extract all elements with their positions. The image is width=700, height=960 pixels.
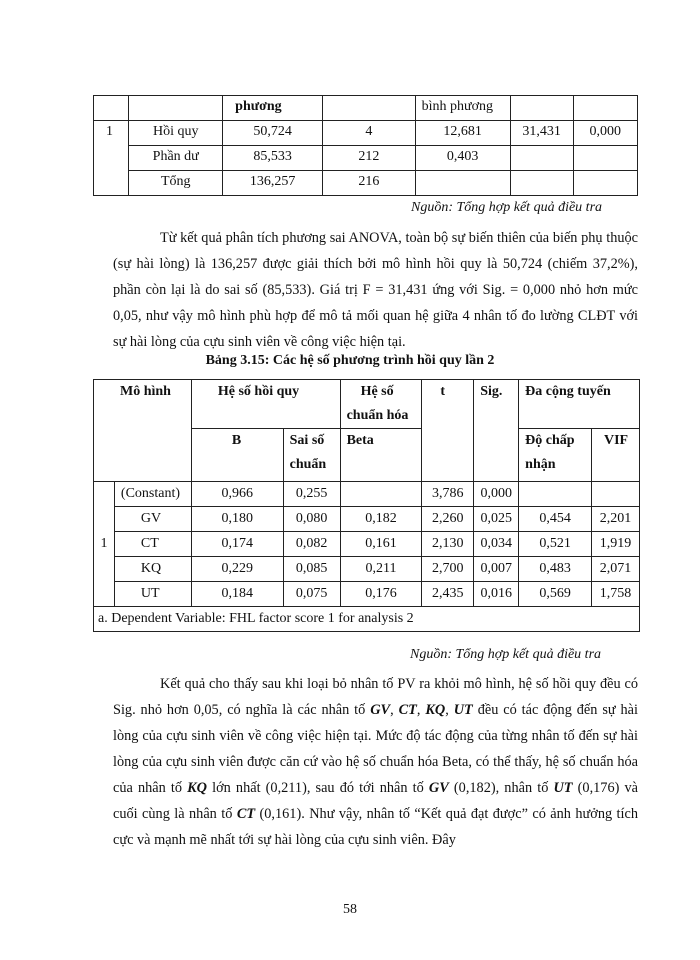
anova-header-row — [94, 96, 638, 121]
header-std-error-line2: chuẩn — [289, 457, 327, 472]
coef-source-note: Nguồn: Tổng hợp kết quả điều tra — [410, 647, 602, 662]
coef-cell-vif: 2,071 — [591, 557, 639, 582]
header-tolerance — [519, 429, 592, 482]
factor-kq: KQ — [187, 780, 207, 796]
header-std-error-line1: Sai số — [289, 433, 325, 448]
coef-cell-se: 0,085 — [283, 557, 340, 582]
header-sig: Sig. — [474, 380, 519, 482]
coef-cell-sig: 0,000 — [474, 482, 519, 507]
coef-cell-beta: 0,161 — [340, 532, 422, 557]
factor-ut: UT — [553, 780, 573, 796]
coef-header-row — [94, 380, 640, 429]
header-collinearity: Đa cộng tuyến — [519, 380, 640, 429]
header-beta: Beta — [340, 429, 422, 482]
table-row — [94, 532, 640, 557]
anova-cell — [573, 146, 637, 171]
table-row — [94, 171, 638, 196]
coef-cell-t: 2,260 — [422, 507, 474, 532]
anova-cell: 136,257 — [223, 171, 323, 196]
coef-cell-beta: 0,211 — [340, 557, 422, 582]
anova-cell: 85,533 — [223, 146, 323, 171]
coef-cell-beta: 0,182 — [340, 507, 422, 532]
paragraph-regression-analysis — [113, 671, 638, 853]
coef-cell-vif: 2,201 — [591, 507, 639, 532]
coef-cell-vif: 1,919 — [591, 532, 639, 557]
coef-cell-tol: 0,483 — [519, 557, 592, 582]
factor-gv: GV — [428, 780, 449, 796]
anova-header-cell — [510, 96, 573, 121]
coef-cell-b: 0,174 — [191, 532, 283, 557]
coef-cell-sig: 0,025 — [474, 507, 519, 532]
para2-text: đều có tác động đến sự hài lòng của cựu sinh viên về công việc hiện tại. Mức độ tác động của từng nhân tố đến sự hài lòng của cựu sinh viên được căn cứ vào hệ số chuẩn hóa Beta, có thể thấy, hệ số chuẩn hóa của nhân tố — [113, 702, 639, 796]
header-standardized — [340, 380, 422, 429]
coef-cell-sig: 0,016 — [474, 582, 519, 607]
anova-header-cell: phương — [223, 96, 323, 121]
table-row — [94, 482, 640, 507]
coef-cell-name: (Constant) — [114, 482, 191, 507]
factor-kq: KQ — [425, 702, 446, 718]
para2-sep: , — [445, 702, 454, 718]
factor-ct: CT — [236, 806, 256, 822]
anova-source-note: Nguồn: Tổng hợp kết quả điều tra — [411, 200, 603, 215]
coef-cell-name: KQ — [114, 557, 191, 582]
header-tolerance-line1: Độ chấp — [525, 433, 575, 448]
para2-text: (0,182), nhân tố — [448, 780, 554, 796]
header-standardized-line1: Hệ số — [360, 384, 394, 399]
header-unstandardized: Hệ số hồi quy — [191, 380, 340, 429]
factor-gv: GV — [370, 702, 391, 718]
coef-cell-tol: 0,521 — [519, 532, 592, 557]
para2-text: (0,161). Như vậy, nhân tố “Kết quả đạt được” có ảnh hưởng tích cực và mạnh mẽ nhất tới sự hài lòng của cựu sinh viên. Đây — [113, 806, 638, 848]
anova-cell: Tổng — [129, 171, 223, 196]
para2-text: (0,176) và cuối cùng là nhân tố — [113, 780, 638, 822]
coef-cell-b: 0,180 — [191, 507, 283, 532]
coef-model-number: 1 — [94, 482, 115, 607]
coef-cell-beta: 0,176 — [340, 582, 422, 607]
coef-cell-b: 0,184 — [191, 582, 283, 607]
anova-cell — [510, 171, 573, 196]
table-caption: Bảng 3.15: Các hệ số phương trình hồi quy lần 2 — [205, 353, 495, 368]
header-std-error — [283, 429, 340, 482]
anova-cell: 212 — [323, 146, 416, 171]
coef-cell-se: 0,080 — [283, 507, 340, 532]
coef-cell-t: 2,700 — [422, 557, 474, 582]
coef-cell-tol: 0,569 — [519, 582, 592, 607]
anova-cell: 4 — [323, 121, 416, 146]
coef-cell-tol: 0,454 — [519, 507, 592, 532]
table-row — [94, 507, 640, 532]
para2-text: lớn nhất (0,211), sau đó tới nhân tố — [207, 780, 429, 796]
para2-sep: , — [416, 702, 426, 718]
header-tolerance-line2: nhận — [525, 457, 556, 472]
anova-model-cell: 1 — [94, 121, 129, 196]
page-number: 58 — [343, 902, 357, 917]
header-model: Mô hình — [94, 380, 192, 482]
anova-cell: Hồi quy — [129, 121, 223, 146]
coef-cell-se: 0,075 — [283, 582, 340, 607]
coef-cell-name: CT — [114, 532, 191, 557]
header-standardized-line2: chuẩn hóa — [346, 408, 409, 423]
paragraph-anova-analysis: Từ kết quả phân tích phương sai ANOVA, toàn bộ sự biến thiên của biến phụ thuộc (sự hài lòng) là 136,257 được giải thích bởi mô hình hồi quy là 50,724 (chiếm 37,2%), phần còn lại là do sai số (85,533). Giá trị F = 31,431 ứng với Sig. = 0,000 nhỏ hơn mức 0,05, như vậy mô hình phù hợp để mô tả mối quan hệ giữa 4 nhân tố đo lường CLĐT với sự hài lòng của cựu sinh viên về công việc hiện tại. — [113, 230, 638, 350]
anova-cell — [415, 171, 510, 196]
coef-cell-name: UT — [114, 582, 191, 607]
anova-cell: Phần dư — [129, 146, 223, 171]
para2-text: Kết quả cho thấy sau khi loại bỏ nhân tố PV ra khỏi mô hình, hệ số hồi quy đều có Sig. nhỏ hơn 0,05, có nghĩa là các nhân tố — [113, 676, 638, 718]
coef-cell-vif: 1,758 — [591, 582, 639, 607]
anova-header-cell — [129, 96, 223, 121]
coef-footnote-row — [94, 607, 640, 632]
anova-header-cell — [94, 96, 129, 121]
coef-cell-t: 2,435 — [422, 582, 474, 607]
coef-cell-t: 2,130 — [422, 532, 474, 557]
coef-cell-sig: 0,034 — [474, 532, 519, 557]
factor-ut: UT — [453, 702, 473, 718]
coef-cell-se: 0,255 — [283, 482, 340, 507]
anova-header-cell: bình phương — [415, 96, 510, 121]
anova-cell: 0,000 — [573, 121, 637, 146]
table-row — [94, 582, 640, 607]
anova-cell — [510, 146, 573, 171]
anova-cell: 216 — [323, 171, 416, 196]
anova-table — [93, 95, 638, 196]
coef-cell-vif — [591, 482, 639, 507]
anova-header-cell — [573, 96, 637, 121]
coef-cell-se: 0,082 — [283, 532, 340, 557]
factor-ct: CT — [398, 702, 417, 718]
coef-cell-t: 3,786 — [422, 482, 474, 507]
anova-cell: 12,681 — [415, 121, 510, 146]
anova-cell: 31,431 — [510, 121, 573, 146]
anova-cell: 0,403 — [415, 146, 510, 171]
coef-cell-b: 0,229 — [191, 557, 283, 582]
coef-cell-beta — [340, 482, 422, 507]
header-b: B — [191, 429, 283, 482]
coefficients-table — [93, 379, 640, 632]
table-row — [94, 121, 638, 146]
anova-header-cell — [323, 96, 416, 121]
header-t: t — [422, 380, 474, 482]
coef-cell-tol — [519, 482, 592, 507]
coef-cell-b: 0,966 — [191, 482, 283, 507]
coef-cell-name: GV — [114, 507, 191, 532]
table-row — [94, 557, 640, 582]
para2-sep: , — [390, 702, 399, 718]
coef-footnote: a. Dependent Variable: FHL factor score 1 for analysis 2 — [94, 607, 640, 632]
header-vif: VIF — [591, 429, 639, 482]
table-row — [94, 146, 638, 171]
anova-cell — [573, 171, 637, 196]
coef-cell-sig: 0,007 — [474, 557, 519, 582]
anova-cell: 50,724 — [223, 121, 323, 146]
